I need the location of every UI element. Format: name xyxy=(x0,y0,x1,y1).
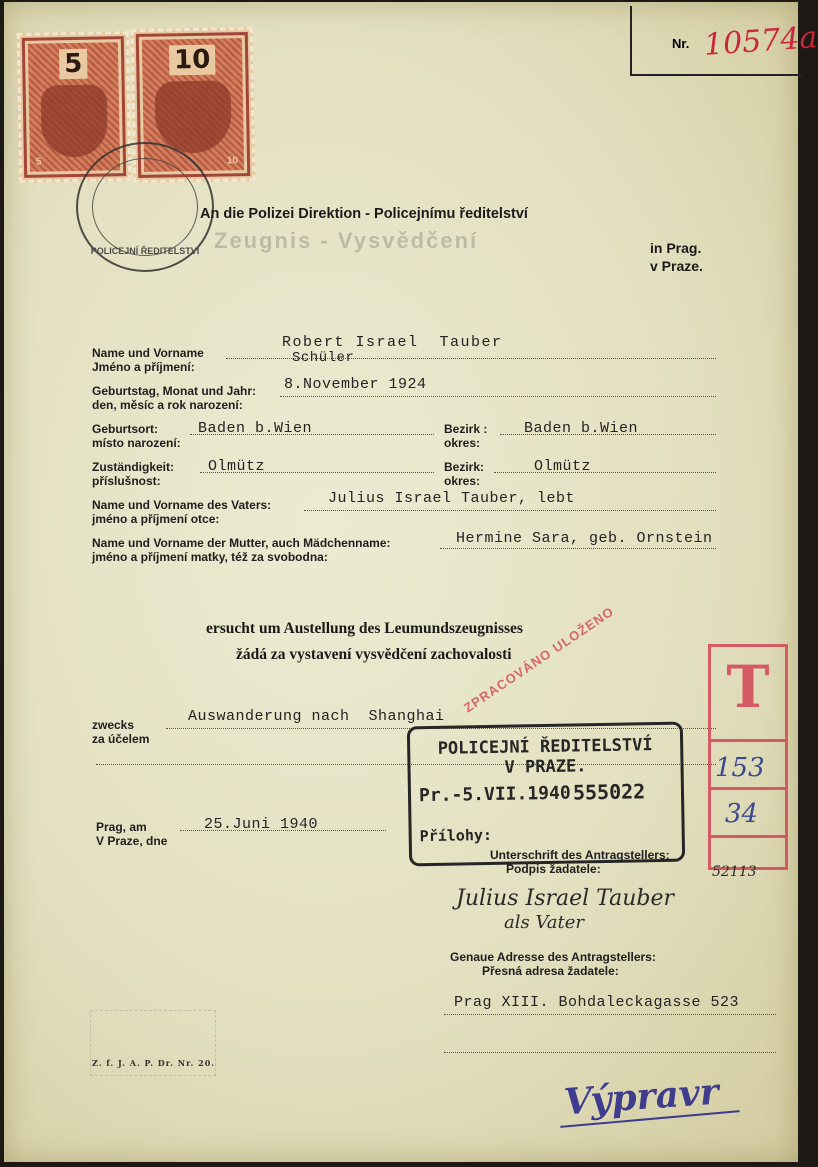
address-label-cz: Přesná adresa žadatele: xyxy=(482,964,619,978)
seal-text: POLICEJNÍ ŘEDITELSTVÍ xyxy=(90,246,200,256)
side-number: 52113 xyxy=(712,864,757,880)
t-number-2: 34 xyxy=(725,799,759,829)
birthdate-label-cz: den, měsíc a rok narození: xyxy=(92,398,243,412)
jurisdiction-value: Olmütz xyxy=(208,458,266,475)
occupation-value: Schüler xyxy=(292,350,355,366)
father-label-cz: jméno a příjmení otce: xyxy=(92,512,220,526)
request-line-de: ersucht um Austellung des Leumundszeugnisses xyxy=(206,620,523,637)
father-value: Julius Israel Tauber, lebt xyxy=(328,490,576,507)
tax-stamp-value: 10 xyxy=(169,45,216,76)
jurisdiction-label-de: Zuständigkeit: xyxy=(92,460,175,474)
police-stamp-line2: V PRAZE. xyxy=(504,756,587,778)
mother-value: Hermine Sara, geb. Ornstein xyxy=(456,530,713,547)
date-label-cz: V Praze, dne xyxy=(96,834,168,848)
t-registry-stamp xyxy=(708,644,788,870)
t-letter: T xyxy=(726,653,770,721)
birthplace-value: Baden b.Wien xyxy=(198,420,313,437)
jurisdiction-district-label-cz: okres: xyxy=(444,474,481,488)
tax-stamp-corner: 10 xyxy=(226,155,239,167)
tax-stamp-value: 5 xyxy=(59,49,88,79)
name-label-cz: Jméno a příjmení: xyxy=(92,360,195,374)
birthdate-label-de: Geburtstag, Monat und Jahr: xyxy=(92,384,257,398)
authority-heading: An die Polizei Direktion - Policejnímu ředitelství xyxy=(200,206,528,222)
application-form xyxy=(4,2,818,1162)
birthplace-district-value: Baden b.Wien xyxy=(524,420,639,437)
tax-stamp-corner: 5 xyxy=(35,156,42,168)
birthdate-value: 8.November 1924 xyxy=(284,376,427,393)
jurisdiction-district-value: Olmütz xyxy=(534,458,592,475)
form-code: Z. f. J. A. P. Dr. Nr. 20. xyxy=(92,1058,216,1068)
name-value: Robert Israel Tauber xyxy=(282,334,503,351)
police-stamp-date: Pr.-5.VII.1940 xyxy=(418,782,571,807)
bleed-through-text: Zeugnis - Vysvědčení xyxy=(214,228,479,253)
birthplace-label-de: Geburtsort: xyxy=(92,422,158,436)
date-value: 25.Juni 1940 xyxy=(204,816,319,833)
address-value: Prag XIII. Bohdaleckagasse 523 xyxy=(454,994,740,1011)
number-box xyxy=(630,6,818,76)
t-number-1: 153 xyxy=(715,753,765,783)
mother-label-de: Name und Vorname der Mutter, auch Mädchenname: xyxy=(92,536,391,550)
police-stamp-number: 555022 xyxy=(572,779,646,805)
purpose-value: Auswanderung nach Shanghai xyxy=(188,708,445,725)
purpose-label-cz: za účelem xyxy=(92,732,150,746)
mother-label-cz: jméno a příjmení matky, též za svobodna: xyxy=(92,550,328,564)
signature-label-de: Unterschrift des Antragstellers: xyxy=(490,848,670,862)
purpose-label-de: zwecks xyxy=(92,718,135,732)
jurisdiction-label-cz: příslušnost: xyxy=(92,474,161,488)
city-cz: v Praze. xyxy=(650,258,703,274)
father-label-de: Name und Vorname des Vaters: xyxy=(92,498,272,512)
processed-stamp: ZPRACOVÁNO ULOŽENO xyxy=(460,603,617,716)
police-stamp-attachments: Přílohy: xyxy=(419,825,493,846)
nr-value: 10574a xyxy=(702,20,818,63)
dispatch-stamp: Výpravr xyxy=(562,1070,721,1124)
police-stamp-line1: POLICEJNÍ ŘEDITELSTVÍ xyxy=(437,735,653,759)
police-office-stamp xyxy=(407,722,685,867)
signature-label-cz: Podpis žadatele: xyxy=(506,862,601,876)
handwritten-signature: Julius Israel Tauber xyxy=(456,886,675,911)
round-police-seal xyxy=(76,142,214,272)
birthplace-district-label-de: Bezirk : xyxy=(444,422,488,436)
handwritten-signature-note: als Vater xyxy=(504,912,585,933)
birthplace-district-label-cz: okres: xyxy=(444,436,481,450)
lion-emblem-icon xyxy=(41,84,108,157)
name-label-de: Name und Vorname xyxy=(92,346,204,360)
date-label-de: Prag, am xyxy=(96,820,147,834)
jurisdiction-district-label-de: Bezirk: xyxy=(444,460,485,474)
birthplace-label-cz: místo narození: xyxy=(92,436,181,450)
address-label-de: Genaue Adresse des Antragstellers: xyxy=(450,950,656,964)
request-line-cz: žádá za vystavení vysvědčení zachovalosti xyxy=(236,646,512,663)
city-de: in Prag. xyxy=(650,240,702,256)
nr-label: Nr. xyxy=(672,36,690,51)
